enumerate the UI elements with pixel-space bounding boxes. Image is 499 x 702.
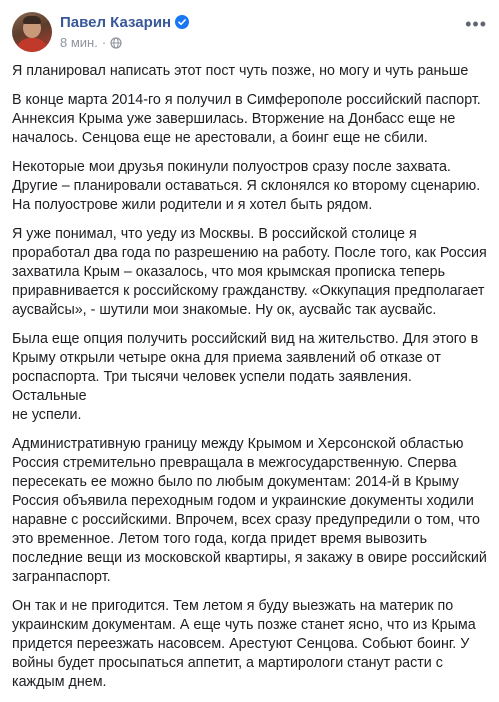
more-options-icon[interactable]: •••	[465, 14, 487, 34]
author-name[interactable]: Павел Казарин	[60, 13, 172, 31]
globe-icon[interactable]	[110, 37, 122, 49]
author-avatar[interactable]	[12, 12, 52, 52]
post-paragraph: Я планировал написать этот пост чуть позже, но могу и чуть раньше	[12, 63, 469, 79]
meta-separator: ·	[101, 35, 107, 50]
post-meta	[60, 12, 189, 50]
post-paragraph: Была еще опция получить российский вид на жительство. Для этого в Крыму открыли четыре окна для приема заявлений об отказе от роспаспорта. Три тысячи человек успели подать заявления. Остальные не успели.	[12, 331, 479, 423]
post-timestamp[interactable]: 8 мин.	[60, 35, 98, 50]
author-row	[60, 12, 189, 32]
verified-badge-icon	[175, 15, 189, 29]
avatar-shirt	[16, 38, 48, 52]
post-paragraph: Административную границу между Крымом и Херсонской областью Россия стремительно превращала в межгосударственную. Сперва пересекать ее можно было по любым документам: 2014-й в Крыму Россия объявила переходным годом и украинские документы ходили наравне с российскими. Впрочем, всех сразу предупредили о том, что это временное. Летом того года, когда придет время вывозить последние вещи из московской квартиры, я закажу в овире российский загранпаспорт.	[12, 436, 487, 585]
post-paragraph: В конце марта 2014-го я получил в Симферополе российский паспорт. Аннексия Крыма уже завершилась. Вторжение на Донбасс еще не началось. Сенцова еще не арестовали, а боинг еще не сбили.	[12, 92, 481, 146]
post-body	[12, 62, 490, 702]
avatar-hair	[23, 16, 41, 24]
post-paragraph: Некоторые мои друзья покинули полуостров сразу после захвата. Другие – планировали оставаться. Я склонялся ко второму сценарию. На полуострове жили родители и я хотел быть рядом.	[12, 159, 481, 213]
post-header	[12, 12, 189, 54]
post-time-row	[60, 35, 189, 50]
post-paragraph: Я уже понимал, что уеду из Москвы. В российской столице я проработал два года по разрешению на работу. После того, как Россия захватила Крым – оказалось, что моя крымская прописка теперь приравнивается к российскому гражданству. «Оккупация предполагает аусвайсы», - шутили мои знакомые. Ну ок, аусвайс так аусвайс.	[12, 226, 487, 318]
post-paragraph: Он так и не пригодится. Тем летом я буду выезжать на материк по украинским документам. А еще чуть позже станет ясно, что из Крыма придется переезжать насовсем. Арестуют Сенцова. Собьют боинг. У войны будет просыпаться аппетит, а мартирологи станут расти с каждым днем.	[12, 598, 476, 690]
